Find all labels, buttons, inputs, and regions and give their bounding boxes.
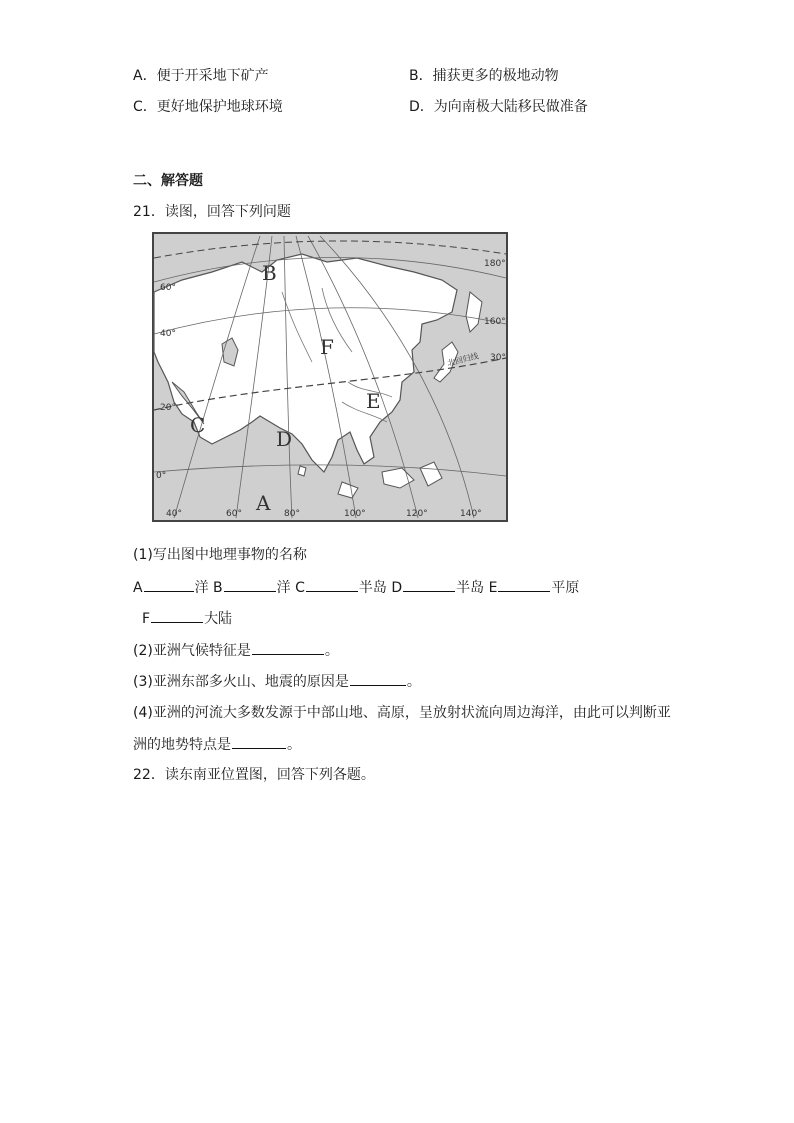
label-b: B: [213, 580, 223, 596]
lat-label-40: 40°: [160, 329, 176, 339]
right-label-160: 160°: [484, 317, 506, 327]
lon-label-60: 60°: [226, 509, 242, 519]
map-label-b: B: [262, 261, 277, 285]
map-sri-lanka: [298, 466, 306, 476]
suffix-f: 大陆: [204, 611, 233, 627]
section-heading: 二、解答题: [133, 173, 203, 189]
blank-e[interactable]: [498, 577, 550, 592]
q21-sub4-text: 洲的地势特点是: [133, 737, 231, 753]
right-label-180: 180°: [484, 259, 506, 269]
q21-sub1-row2: [142, 608, 232, 629]
suffix-c: 半岛: [358, 580, 387, 596]
blank-volcano-reason[interactable]: [350, 671, 406, 686]
asia-map: [152, 232, 508, 522]
label-a: A: [133, 580, 143, 596]
lon-label-140: 140°: [460, 509, 482, 519]
lon-label-100: 100°: [344, 509, 366, 519]
suffix-b: 洋: [276, 580, 291, 596]
map-label-d: D: [276, 427, 293, 451]
q21-sub2-text: (2)亚洲气候特征是: [133, 643, 251, 659]
blank-f[interactable]: [151, 608, 203, 623]
q21-sub4-end: 。: [287, 737, 301, 753]
suffix-d: 半岛: [456, 580, 485, 596]
lat-label-20: 20°: [160, 403, 176, 413]
question-22-title: 22．读东南亚位置图，回答下列各题。: [133, 767, 375, 783]
option-c[interactable]: C．更好地保护地球环境: [133, 99, 283, 115]
suffix-e: 平原: [551, 580, 580, 596]
option-a[interactable]: A．便于开采地下矿产: [133, 68, 269, 84]
lon-label-80: 80°: [284, 509, 300, 519]
right-label-30: 30°: [490, 353, 506, 363]
blank-d[interactable]: [403, 577, 455, 592]
q21-sub1-prompt: (1)写出图中地理事物的名称: [133, 547, 307, 563]
lon-label-40: 40°: [166, 509, 182, 519]
q21-sub2: [133, 640, 339, 661]
q21-sub3: [133, 671, 421, 692]
option-b[interactable]: B．捕获更多的极地动物: [409, 68, 559, 84]
map-label-f: F: [320, 335, 334, 359]
lat-label-0: 0°: [156, 471, 167, 481]
question-21-title: 21．读图，回答下列问题: [133, 204, 291, 220]
blank-c[interactable]: [306, 577, 358, 592]
map-label-a: A: [256, 491, 271, 515]
blank-a[interactable]: [144, 577, 194, 592]
asia-map-svg: [152, 232, 508, 522]
blank-climate[interactable]: [252, 640, 324, 655]
label-f: F: [142, 611, 151, 627]
blank-b[interactable]: [224, 577, 276, 592]
q21-sub4-line1: (4)亚洲的河流大多数发源于中部山地、高原，呈放射状流向周边海洋，由此可以判断亚: [133, 705, 671, 721]
q21-sub3-text: (3)亚洲东部多火山、地震的原因是: [133, 674, 349, 690]
lat-label-60: 60°: [160, 283, 176, 293]
map-label-c: C: [190, 413, 206, 437]
suffix-a: 洋: [194, 580, 209, 596]
lon-label-120: 120°: [406, 509, 428, 519]
tropic-label: 北回归线: [446, 351, 480, 368]
label-c: C: [295, 580, 305, 596]
q21-sub2-end: 。: [324, 643, 339, 659]
q21-sub1-row1: [133, 577, 579, 598]
q21-sub4-line2: [133, 734, 301, 755]
map-label-e: E: [366, 389, 381, 413]
q21-sub3-end: 。: [406, 674, 421, 690]
label-d: D: [391, 580, 403, 596]
option-d[interactable]: D．为向南极大陆移民做准备: [409, 99, 588, 115]
label-e: E: [488, 580, 498, 596]
blank-terrain[interactable]: [232, 734, 286, 749]
